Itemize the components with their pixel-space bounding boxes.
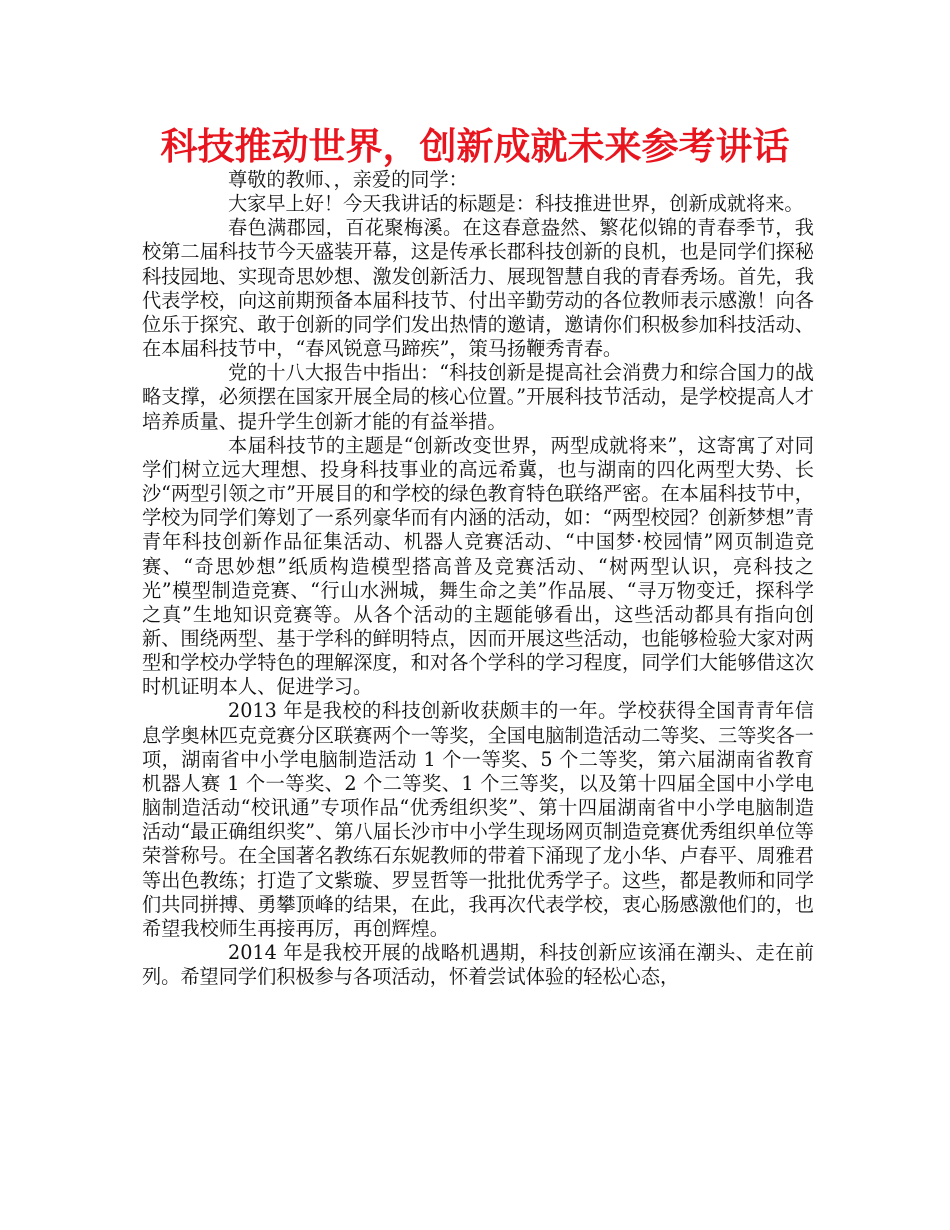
paragraph-opening: 春色满郡园，百花聚梅溪。在这春意盎然、繁花似锦的青春季节，我校第二届科技节今天盛装开幕，这是传承长郡科技创新的良机，也是同学们探秘科技园地、实现奇思妙想、激发创新活力、展现智慧自我的青春秀场。首先，我代表学校，向这前期预备本届科技节、付出辛勤劳动的各位教师表示感激！向各位乐于探究、敢于创新的同学们发出热情的邀请，邀请你们积极参加科技活动、在本届科技节中，“春风锐意马蹄疾”，策马扬鞭秀青春。 bbox=[142, 216, 814, 361]
paragraph-report-quote: 党的十八大报告中指出：“科技创新是提高社会消费力和综合国力的战略支撑，必须摆在国家开展全局的核心位置。”开展科技节活动，是学校提高人才培养质量、提升学生创新才能的有益举措。 bbox=[142, 361, 814, 433]
paragraph-festival-theme: 本届科技节的主题是“创新改变世界，两型成就将来”，这寄寓了对同学们树立远大理想、投身科技事业的高远希冀，也与湖南的四化两型大势、长沙“两型引领之市”开展目的和学校的绿色教育特色联络严密。在本届科技节中，学校为同学们筹划了一系列豪华而有内涵的活动，如：“两型校园？创新梦想”青青年科技创新作品征集活动、机器人竞赛活动、“中国梦·校园情”网页制造竞赛、“奇思妙想”纸质构造模型搭高普及竞赛活动、“树两型认识，亮科技之光”模型制造竞赛、“行山水洲城，舞生命之美”作品展、“寻万物变迁，探科学之真”生地知识竞赛等。从各个活动的主题能够看出，这些活动都具有指向创新、围绕两型、基于学科的鲜明特点，因而开展这些活动，也能够检验大家对两型和学校办学特色的理解深度，和对各个学科的学习程度，同学们大能够借这次时机证明本人、促进学习。 bbox=[142, 433, 814, 699]
salutation: 尊敬的教师、，亲爱的同学： bbox=[228, 168, 468, 191]
document-body bbox=[142, 168, 814, 989]
paragraph-2014-outlook: 2014 年是我校开展的战略机遇期，科技创新应该涌在潮头、走在前列。希望同学们积极参与各项活动，怀着尝试体验的轻松心态， bbox=[142, 941, 814, 989]
paragraph-2013-achievements: 2013 年是我校的科技创新收获颇丰的一年。学校获得全国青青年信息学奥林匹克竞赛分区联赛两个一等奖，全国电脑制造活动二等奖、三等奖各一项，湖南省中小学电脑制造活动 1 个一等奖、5 个二等奖，第六届湖南省教育机器人赛 1 个一等奖、2 个二等奖、1 个三等奖，以及第十四届全国中小学电脑制造活动“校讯通”专项作品“优秀组织奖”、第十四届湖南省中小学电脑制造活动“最正确组织奖”、第八届长沙市中小学生现场网页制造竞赛优秀组织单位等荣誉称号。在全国著名教练石东妮教师的带着下涌现了龙小华、卢春平、周雅君等出色教练；打造了文紫璇、罗昱哲等一批批优秀学子。这些，都是教师和同学们共同拼搏、勇攀顶峰的结果，在此，我再次代表学校，衷心肠感激他们的，也希望我校师生再接再厉，再创辉煌。 bbox=[142, 699, 814, 940]
paragraph-greeting: 大家早上好！今天我讲话的标题是：科技推进世界，创新成就将来。 bbox=[228, 192, 804, 216]
document-title: 科技推动世界，创新成就未来参考讲话 bbox=[160, 125, 790, 168]
